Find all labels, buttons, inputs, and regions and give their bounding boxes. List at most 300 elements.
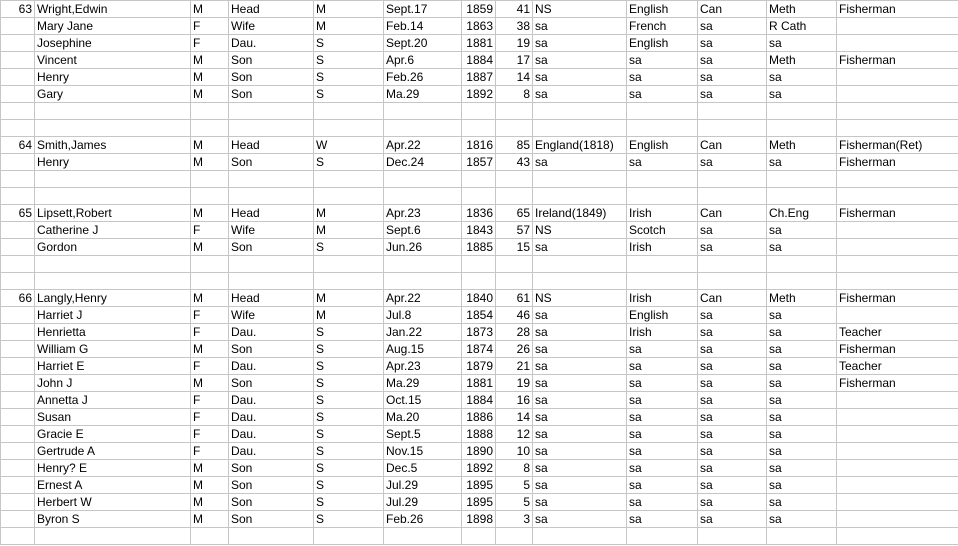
cell-birth-date[interactable] [384, 120, 462, 137]
cell-nationality[interactable]: sa [698, 222, 767, 239]
cell-name[interactable]: Herbert W [35, 494, 191, 511]
cell-birth-date[interactable]: Aug.15 [384, 341, 462, 358]
cell-marital[interactable]: S [314, 511, 384, 528]
cell-nationality[interactable]: sa [698, 154, 767, 171]
cell-occupation[interactable] [837, 511, 958, 528]
cell-birth-date[interactable]: Jun.26 [384, 239, 462, 256]
cell-sex[interactable]: M [191, 86, 229, 103]
cell-birth-date[interactable]: Dec.5 [384, 460, 462, 477]
cell-marital[interactable]: S [314, 324, 384, 341]
cell-religion[interactable] [767, 103, 837, 120]
cell-origin[interactable] [627, 188, 698, 205]
cell-no[interactable]: 63 [1, 1, 35, 18]
cell-age[interactable] [496, 120, 533, 137]
cell-birth-year[interactable]: 1898 [462, 511, 496, 528]
cell-religion[interactable]: Meth [767, 137, 837, 154]
cell-age[interactable]: 57 [496, 222, 533, 239]
cell-birthplace[interactable]: sa [533, 239, 627, 256]
cell-birth-date[interactable]: Jul.8 [384, 307, 462, 324]
cell-no[interactable] [1, 86, 35, 103]
cell-birth-date[interactable]: Nov.15 [384, 443, 462, 460]
cell-nationality[interactable]: sa [698, 35, 767, 52]
cell-occupation[interactable] [837, 307, 958, 324]
cell-age[interactable]: 16 [496, 392, 533, 409]
cell-nationality[interactable]: Can [698, 137, 767, 154]
cell-birth-date[interactable]: Feb.26 [384, 511, 462, 528]
cell-marital[interactable]: S [314, 69, 384, 86]
cell-sex[interactable]: F [191, 358, 229, 375]
cell-occupation[interactable] [837, 443, 958, 460]
cell-marital[interactable] [314, 256, 384, 273]
cell-sex[interactable]: M [191, 494, 229, 511]
cell-nationality[interactable]: Can [698, 205, 767, 222]
cell-religion[interactable]: sa [767, 341, 837, 358]
cell-religion[interactable]: sa [767, 460, 837, 477]
cell-birthplace[interactable]: sa [533, 409, 627, 426]
cell-nationality[interactable]: sa [698, 52, 767, 69]
cell-occupation[interactable] [837, 103, 958, 120]
cell-birthplace[interactable] [533, 120, 627, 137]
cell-sex[interactable] [191, 120, 229, 137]
cell-no[interactable] [1, 477, 35, 494]
cell-age[interactable] [496, 188, 533, 205]
cell-birthplace[interactable]: sa [533, 494, 627, 511]
cell-birthplace[interactable] [533, 528, 627, 545]
cell-birth-year[interactable]: 1895 [462, 494, 496, 511]
cell-birth-year[interactable]: 1892 [462, 460, 496, 477]
cell-no[interactable] [1, 35, 35, 52]
cell-religion[interactable]: sa [767, 511, 837, 528]
cell-religion[interactable] [767, 171, 837, 188]
cell-occupation[interactable] [837, 528, 958, 545]
cell-no[interactable] [1, 324, 35, 341]
cell-religion[interactable] [767, 273, 837, 290]
cell-occupation[interactable] [837, 392, 958, 409]
cell-nationality[interactable]: sa [698, 477, 767, 494]
cell-name[interactable]: John J [35, 375, 191, 392]
cell-relation[interactable]: Son [229, 239, 314, 256]
cell-occupation[interactable] [837, 477, 958, 494]
cell-nationality[interactable] [698, 171, 767, 188]
cell-birthplace[interactable]: Ireland(1849) [533, 205, 627, 222]
cell-birth-year[interactable]: 1892 [462, 86, 496, 103]
cell-age[interactable] [496, 273, 533, 290]
cell-occupation[interactable] [837, 120, 958, 137]
cell-marital[interactable]: S [314, 154, 384, 171]
cell-birth-year[interactable]: 1863 [462, 18, 496, 35]
cell-birth-date[interactable]: Oct.15 [384, 392, 462, 409]
cell-name[interactable]: Henry [35, 69, 191, 86]
cell-origin[interactable]: sa [627, 426, 698, 443]
cell-birth-year[interactable]: 1884 [462, 392, 496, 409]
cell-nationality[interactable]: Can [698, 1, 767, 18]
cell-relation[interactable] [229, 273, 314, 290]
cell-occupation[interactable]: Fisherman(Ret) [837, 137, 958, 154]
cell-marital[interactable]: S [314, 35, 384, 52]
cell-birth-year[interactable]: 1843 [462, 222, 496, 239]
cell-no[interactable] [1, 171, 35, 188]
cell-age[interactable] [496, 528, 533, 545]
cell-no[interactable] [1, 528, 35, 545]
cell-marital[interactable]: M [314, 307, 384, 324]
cell-origin[interactable]: sa [627, 494, 698, 511]
cell-birth-date[interactable] [384, 103, 462, 120]
cell-birthplace[interactable]: sa [533, 477, 627, 494]
cell-religion[interactable]: sa [767, 86, 837, 103]
cell-occupation[interactable] [837, 494, 958, 511]
cell-relation[interactable]: Head [229, 290, 314, 307]
cell-occupation[interactable] [837, 35, 958, 52]
cell-relation[interactable]: Son [229, 477, 314, 494]
cell-birth-year[interactable]: 1859 [462, 1, 496, 18]
cell-no[interactable] [1, 239, 35, 256]
cell-nationality[interactable] [698, 188, 767, 205]
cell-origin[interactable] [627, 103, 698, 120]
cell-name[interactable]: Annetta J [35, 392, 191, 409]
cell-sex[interactable]: F [191, 443, 229, 460]
cell-sex[interactable]: F [191, 324, 229, 341]
cell-name[interactable]: Ernest A [35, 477, 191, 494]
cell-occupation[interactable] [837, 86, 958, 103]
cell-birthplace[interactable]: sa [533, 426, 627, 443]
cell-birth-year[interactable]: 1881 [462, 35, 496, 52]
cell-nationality[interactable]: sa [698, 86, 767, 103]
cell-no[interactable] [1, 18, 35, 35]
cell-birthplace[interactable]: sa [533, 341, 627, 358]
cell-relation[interactable]: Son [229, 494, 314, 511]
cell-birth-date[interactable]: Jan.22 [384, 324, 462, 341]
cell-age[interactable]: 43 [496, 154, 533, 171]
cell-origin[interactable]: sa [627, 154, 698, 171]
cell-nationality[interactable]: sa [698, 375, 767, 392]
cell-origin[interactable]: English [627, 1, 698, 18]
cell-age[interactable]: 61 [496, 290, 533, 307]
cell-birth-year[interactable]: 1854 [462, 307, 496, 324]
cell-no[interactable]: 65 [1, 205, 35, 222]
cell-birthplace[interactable] [533, 256, 627, 273]
cell-occupation[interactable]: Fisherman [837, 154, 958, 171]
cell-birthplace[interactable]: sa [533, 52, 627, 69]
cell-age[interactable] [496, 171, 533, 188]
cell-origin[interactable]: sa [627, 358, 698, 375]
cell-birth-year[interactable] [462, 528, 496, 545]
cell-religion[interactable]: sa [767, 358, 837, 375]
cell-birthplace[interactable]: sa [533, 18, 627, 35]
cell-birthplace[interactable]: sa [533, 392, 627, 409]
cell-sex[interactable]: M [191, 375, 229, 392]
cell-sex[interactable] [191, 528, 229, 545]
cell-occupation[interactable]: Fisherman [837, 52, 958, 69]
cell-relation[interactable]: Dau. [229, 409, 314, 426]
cell-sex[interactable]: M [191, 290, 229, 307]
cell-name[interactable] [35, 103, 191, 120]
cell-origin[interactable]: French [627, 18, 698, 35]
cell-religion[interactable]: sa [767, 222, 837, 239]
cell-origin[interactable]: sa [627, 392, 698, 409]
cell-birth-year[interactable] [462, 188, 496, 205]
cell-name[interactable]: Harriet E [35, 358, 191, 375]
cell-birth-year[interactable]: 1840 [462, 290, 496, 307]
cell-sex[interactable]: F [191, 392, 229, 409]
cell-age[interactable]: 8 [496, 460, 533, 477]
cell-birth-year[interactable]: 1885 [462, 239, 496, 256]
cell-age[interactable]: 21 [496, 358, 533, 375]
cell-sex[interactable]: M [191, 511, 229, 528]
cell-sex[interactable]: M [191, 239, 229, 256]
cell-no[interactable] [1, 103, 35, 120]
cell-religion[interactable] [767, 256, 837, 273]
cell-birth-year[interactable] [462, 120, 496, 137]
cell-age[interactable]: 5 [496, 494, 533, 511]
cell-nationality[interactable]: sa [698, 239, 767, 256]
cell-nationality[interactable]: sa [698, 409, 767, 426]
cell-no[interactable] [1, 273, 35, 290]
cell-marital[interactable] [314, 528, 384, 545]
cell-nationality[interactable] [698, 103, 767, 120]
cell-birth-year[interactable]: 1888 [462, 426, 496, 443]
cell-nationality[interactable]: sa [698, 511, 767, 528]
cell-relation[interactable]: Dau. [229, 324, 314, 341]
cell-age[interactable]: 85 [496, 137, 533, 154]
cell-age[interactable] [496, 256, 533, 273]
cell-origin[interactable]: sa [627, 86, 698, 103]
cell-nationality[interactable] [698, 120, 767, 137]
cell-religion[interactable]: sa [767, 409, 837, 426]
cell-age[interactable]: 17 [496, 52, 533, 69]
cell-name[interactable]: Catherine J [35, 222, 191, 239]
cell-origin[interactable]: sa [627, 460, 698, 477]
cell-sex[interactable] [191, 171, 229, 188]
cell-no[interactable] [1, 426, 35, 443]
cell-sex[interactable]: F [191, 307, 229, 324]
cell-sex[interactable]: M [191, 137, 229, 154]
cell-religion[interactable]: Meth [767, 52, 837, 69]
cell-birth-date[interactable] [384, 528, 462, 545]
cell-religion[interactable]: sa [767, 426, 837, 443]
cell-birth-date[interactable]: Ma.29 [384, 375, 462, 392]
cell-origin[interactable]: sa [627, 443, 698, 460]
cell-occupation[interactable] [837, 256, 958, 273]
cell-name[interactable] [35, 273, 191, 290]
cell-birth-year[interactable]: 1890 [462, 443, 496, 460]
cell-relation[interactable]: Dau. [229, 392, 314, 409]
cell-origin[interactable]: sa [627, 511, 698, 528]
cell-nationality[interactable]: sa [698, 426, 767, 443]
cell-marital[interactable]: S [314, 460, 384, 477]
cell-no[interactable] [1, 154, 35, 171]
cell-nationality[interactable]: sa [698, 443, 767, 460]
cell-occupation[interactable]: Teacher [837, 358, 958, 375]
cell-birthplace[interactable]: England(1818) [533, 137, 627, 154]
cell-no[interactable] [1, 494, 35, 511]
cell-religion[interactable]: sa [767, 69, 837, 86]
cell-name[interactable]: Susan [35, 409, 191, 426]
cell-marital[interactable]: S [314, 375, 384, 392]
cell-origin[interactable]: sa [627, 477, 698, 494]
cell-birthplace[interactable] [533, 188, 627, 205]
cell-birthplace[interactable]: NS [533, 222, 627, 239]
cell-age[interactable]: 8 [496, 86, 533, 103]
cell-age[interactable]: 14 [496, 409, 533, 426]
cell-occupation[interactable] [837, 222, 958, 239]
cell-occupation[interactable] [837, 171, 958, 188]
cell-sex[interactable]: F [191, 222, 229, 239]
cell-name[interactable]: Vincent [35, 52, 191, 69]
cell-no[interactable] [1, 69, 35, 86]
cell-religion[interactable]: sa [767, 35, 837, 52]
cell-religion[interactable]: sa [767, 494, 837, 511]
cell-age[interactable]: 10 [496, 443, 533, 460]
cell-marital[interactable]: S [314, 358, 384, 375]
cell-occupation[interactable] [837, 460, 958, 477]
cell-marital[interactable]: S [314, 239, 384, 256]
cell-birth-date[interactable]: Ma.29 [384, 86, 462, 103]
cell-birth-year[interactable]: 1816 [462, 137, 496, 154]
cell-nationality[interactable]: sa [698, 358, 767, 375]
cell-sex[interactable]: F [191, 35, 229, 52]
cell-age[interactable]: 15 [496, 239, 533, 256]
cell-nationality[interactable]: sa [698, 460, 767, 477]
cell-age[interactable]: 65 [496, 205, 533, 222]
cell-sex[interactable]: F [191, 409, 229, 426]
cell-relation[interactable]: Wife [229, 307, 314, 324]
cell-nationality[interactable]: sa [698, 18, 767, 35]
cell-no[interactable] [1, 222, 35, 239]
cell-age[interactable] [496, 103, 533, 120]
cell-name[interactable]: Henrietta [35, 324, 191, 341]
cell-birthplace[interactable]: sa [533, 86, 627, 103]
cell-birth-date[interactable]: Jul.29 [384, 494, 462, 511]
cell-occupation[interactable] [837, 239, 958, 256]
cell-name[interactable]: Gertrude A [35, 443, 191, 460]
cell-no[interactable] [1, 375, 35, 392]
cell-age[interactable]: 38 [496, 18, 533, 35]
cell-birthplace[interactable]: sa [533, 154, 627, 171]
cell-birth-year[interactable]: 1887 [462, 69, 496, 86]
cell-origin[interactable] [627, 273, 698, 290]
cell-birthplace[interactable]: sa [533, 69, 627, 86]
cell-religion[interactable]: sa [767, 375, 837, 392]
cell-no[interactable]: 66 [1, 290, 35, 307]
cell-name[interactable]: Henry [35, 154, 191, 171]
cell-birth-year[interactable]: 1874 [462, 341, 496, 358]
cell-nationality[interactable]: sa [698, 392, 767, 409]
cell-marital[interactable] [314, 273, 384, 290]
cell-name[interactable]: Mary Jane [35, 18, 191, 35]
cell-birthplace[interactable]: NS [533, 1, 627, 18]
cell-religion[interactable]: sa [767, 324, 837, 341]
cell-marital[interactable]: S [314, 392, 384, 409]
cell-birth-date[interactable] [384, 273, 462, 290]
cell-sex[interactable]: F [191, 426, 229, 443]
cell-relation[interactable]: Dau. [229, 35, 314, 52]
cell-relation[interactable] [229, 103, 314, 120]
cell-relation[interactable] [229, 171, 314, 188]
cell-relation[interactable]: Son [229, 52, 314, 69]
cell-origin[interactable] [627, 171, 698, 188]
cell-age[interactable]: 3 [496, 511, 533, 528]
cell-no[interactable] [1, 256, 35, 273]
cell-relation[interactable]: Son [229, 375, 314, 392]
cell-birth-date[interactable]: Feb.14 [384, 18, 462, 35]
cell-no[interactable] [1, 443, 35, 460]
cell-birthplace[interactable] [533, 273, 627, 290]
cell-no[interactable] [1, 409, 35, 426]
cell-marital[interactable]: S [314, 443, 384, 460]
cell-occupation[interactable]: Fisherman [837, 341, 958, 358]
cell-birthplace[interactable] [533, 103, 627, 120]
cell-occupation[interactable] [837, 188, 958, 205]
cell-name[interactable]: Lipsett,Robert [35, 205, 191, 222]
cell-relation[interactable]: Head [229, 137, 314, 154]
cell-name[interactable]: Henry? E [35, 460, 191, 477]
cell-sex[interactable] [191, 256, 229, 273]
cell-religion[interactable]: sa [767, 477, 837, 494]
cell-sex[interactable]: M [191, 477, 229, 494]
cell-sex[interactable]: M [191, 52, 229, 69]
cell-marital[interactable]: S [314, 477, 384, 494]
cell-birth-year[interactable] [462, 256, 496, 273]
cell-relation[interactable] [229, 528, 314, 545]
cell-birth-year[interactable] [462, 273, 496, 290]
cell-religion[interactable]: R Cath [767, 18, 837, 35]
cell-marital[interactable]: W [314, 137, 384, 154]
cell-origin[interactable]: Irish [627, 290, 698, 307]
cell-birth-year[interactable]: 1879 [462, 358, 496, 375]
cell-age[interactable]: 12 [496, 426, 533, 443]
cell-birth-date[interactable]: Jul.29 [384, 477, 462, 494]
cell-origin[interactable] [627, 528, 698, 545]
cell-birth-date[interactable]: Ma.20 [384, 409, 462, 426]
cell-occupation[interactable]: Fisherman [837, 205, 958, 222]
cell-origin[interactable]: Irish [627, 205, 698, 222]
cell-marital[interactable]: M [314, 18, 384, 35]
cell-birth-year[interactable]: 1857 [462, 154, 496, 171]
cell-name[interactable]: Langly,Henry [35, 290, 191, 307]
cell-birthplace[interactable] [533, 171, 627, 188]
cell-name[interactable] [35, 256, 191, 273]
cell-name[interactable]: Byron S [35, 511, 191, 528]
cell-marital[interactable] [314, 120, 384, 137]
cell-relation[interactable]: Son [229, 511, 314, 528]
cell-name[interactable] [35, 528, 191, 545]
cell-no[interactable] [1, 341, 35, 358]
cell-no[interactable] [1, 358, 35, 375]
cell-name[interactable] [35, 120, 191, 137]
cell-religion[interactable]: sa [767, 443, 837, 460]
cell-birthplace[interactable]: sa [533, 375, 627, 392]
cell-age[interactable]: 5 [496, 477, 533, 494]
cell-occupation[interactable]: Fisherman [837, 1, 958, 18]
cell-birth-date[interactable] [384, 256, 462, 273]
cell-age[interactable]: 28 [496, 324, 533, 341]
cell-sex[interactable]: M [191, 154, 229, 171]
cell-birth-date[interactable]: Feb.26 [384, 69, 462, 86]
cell-origin[interactable]: English [627, 137, 698, 154]
cell-origin[interactable] [627, 120, 698, 137]
cell-origin[interactable]: sa [627, 375, 698, 392]
cell-occupation[interactable] [837, 426, 958, 443]
cell-occupation[interactable]: Fisherman [837, 375, 958, 392]
cell-birthplace[interactable]: sa [533, 307, 627, 324]
cell-name[interactable]: Smith,James [35, 137, 191, 154]
cell-origin[interactable]: sa [627, 409, 698, 426]
cell-occupation[interactable] [837, 18, 958, 35]
cell-religion[interactable] [767, 188, 837, 205]
cell-birth-year[interactable]: 1886 [462, 409, 496, 426]
cell-origin[interactable]: English [627, 307, 698, 324]
cell-marital[interactable]: S [314, 409, 384, 426]
